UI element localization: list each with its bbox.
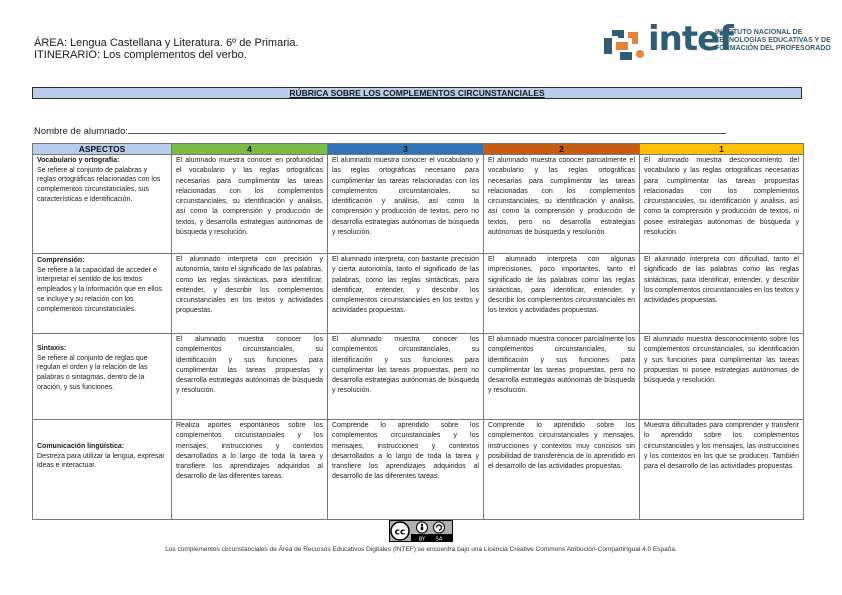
logo-subtitle-line: INSTITUTO NACIONAL DE [715,29,803,36]
cc-main-text: cc [394,527,406,538]
level-3-cell: El alumnado muestra conocer el vocabulario y las reglas ortográficas necesario para cumplimentar las tareas relacionadas con los complementos circunstanciales, su identificación y análisis, así como la comprensión y producción de textos, pero no desarrolla estrategias autónomas de búsqueda y resolución. [328,155,484,254]
level-1-cell: El alumnado interpreta con dificultad, tanto el significado de las palabras como las reglas sintácticas, para identificar, entender, y describir los complementos circunstanciales en los textos y actividades propuestas. [640,254,804,334]
aspect-description: Destreza para utilizar la lengua, expresar ideas e interactuar. [37,452,165,470]
level-1-cell: El alumnado muestra desconocimiento del vocabulario y las reglas ortográficas necesarias para cumplimentar las tareas propuestas relacionadas con los complementos circunstanciales, su identificación y análisis, así como la comprensión y producción de textos, ni posee estrategias autónomas de búsqueda y resolución. [640,155,804,254]
creative-commons-badge[interactable] [389,520,453,542]
logo-wordmark: intef [648,19,733,59]
cc-sa-text: SA [435,536,443,542]
rubric-table [32,143,804,520]
student-name-label: Nombre de alumnado: [34,126,128,137]
logo-subtitle-line: TECNOLOGÍAS EDUCATIVAS Y DE [715,37,831,45]
level-4-cell: El alumnado muestra conocer los complementos circunstanciales, su identificación y sus funciones para cumplimentar las tareas propuestas y desarrolla estrategias autónomas de búsqueda y resolución. [172,334,328,420]
table-row [33,334,804,420]
intef-logo-mark-icon [598,24,646,64]
area-line: ÁREA: Lengua Castellana y Literatura. 6º de Primaria. [34,37,299,49]
aspect-description: Se refiere al conjunto de reglas que regulan el orden y la relación de las palabras o sintagmas, dentro de la oración, y sus funciones. [37,354,148,391]
cc-by-sa-icon [389,520,453,542]
aspect-title: Comprensión: [37,257,85,264]
level-2-cell: El alumnado muestra conocer parcialmente los complementos circunstanciales, su identificación y sus funciones para cumplimentar las tareas propuestas, pero no desarrolla estrategias autónomas de búsqueda y resolución. [484,334,640,420]
logo-subtitle-line: FORMACIÓN DEL PROFESORADO [715,45,831,53]
header-level-3: 3 [328,144,484,155]
itinerary-line: ITINERARIO: Los complementos del verbo. [34,49,247,61]
level-3-cell: Comprende lo aprendido sobre los complementos circunstanciales y los mensajes, instrucciones y contextos desarrollados a lo largo de toda la tarea y transfiere los aprendizajes adquiridos al desarrollo de las diferentes tareas. [328,420,484,520]
aspect-cell [33,155,172,254]
intef-logo [598,19,838,66]
level-2-cell: El alumnado interpreta con algunas imprecisiones, poco importantes, tanto el significado de las palabras como las reglas sintácticas, para identificar, entender, y describir los complementos circunstanciales en los textos y actividades propuestas. [484,254,640,334]
header-level-2: 2 [484,144,640,155]
student-name-blank[interactable] [128,124,726,134]
table-header-row [33,144,804,155]
level-1-cell: Muestra dificultades para comprender y transferir lo aprendido sobre los complementos circunstanciales y los mensajes, las instrucciones y los contextos en los que se producen. También para el desarrollo de las actividades propuestas. [640,420,804,520]
level-2-cell: Comprende lo aprendido sobre los complementos circunstanciales y mensajes, instrucciones y contextos muy concisos sin posibilidad de transferencia de lo aprendido en el desarrollo de las actividades propuestas. [484,420,640,520]
table-row [33,420,804,520]
level-1-cell: El alumnado muestra desconocimiento sobre los complementos circunstanciales, su identificación y sus funciones para cumplimentar las tareas propuestas ni posee estrategias autónomas de búsqueda y resolución. [640,334,804,420]
level-2-cell: El alumnado muestra conocer parcialmente el vocabulario y las reglas ortográficas necesarias para cumplimentar las tareas relacionadas con los complementos circunstanciales, su identificación y análisis, así como la comprensión y producción de textos, pero no desarrolla estrategias autónomas de búsqueda y resolución. [484,155,640,254]
level-3-cell: El alumnado interpreta, con bastante precisión y cierta autonomía, tanto el significado de las palabras, como las reglas sintácticas, para identificar, entender, y describir los complementos circunstanciales en los textos y actividades propuestas. [328,254,484,334]
aspect-cell [33,334,172,420]
license-text: Los complementos circunstanciales de Área de Recursos Educativos Digitales (INTEF) se encuentra bajo una Licencia Creative Commons Atribución-CompartirIgual 4.0 España. [165,546,677,553]
cc-by-text: BY [418,536,426,542]
level-4-cell: Realiza aportes espontáneos sobre los complementos circunstanciales y los mensajes, instrucciones y contextos desarrollados a lo largo de toda la tarea y transfiere los aprendizajes adquiridos al desarrollo de las diferentes tareas. [172,420,328,520]
level-4-cell: El alumnado muestra conocer en profundidad el vocabulario y las reglas ortográficas necesarias para cumplimentar las tareas relacionadas con los complementos circunstanciales, su identificación y análisis, así como la comprensión y producción de textos, y desarrolla estrategias autónomas de búsqueda y resolución. [172,155,328,254]
header-aspects: ASPECTOS [33,144,172,155]
table-row [33,254,804,334]
level-3-cell: El alumnado muestra conocer los complementos circunstanciales, su identificación y sus funciones para cumplimentar las tareas propuestas, pero no desarrolla estrategias autónomas de búsqueda y resolución. [328,334,484,420]
header-level-1: 1 [640,144,804,155]
table-row [33,155,804,254]
aspect-cell [33,420,172,520]
student-name-field[interactable] [34,124,726,137]
aspect-title: Comunicación lingüística: [37,443,125,450]
aspect-cell [33,254,172,334]
aspect-description: Se refiere al conjunto de palabras y reglas ortográficas relacionadas con los complementos circunstanciales, sus características e identificación. [37,166,161,203]
aspect-description: Se refiere a la capacidad de acceder e interpretar el sentido de los textos empleados y la información que en ellos se incluye y su relación con los complementos circunstanciales. [37,266,162,313]
header-level-4: 4 [172,144,328,155]
aspect-title: Vocabulario y ortografía: [37,157,120,164]
rubric-title: RÚBRICA SOBRE LOS COMPLEMENTOS CIRCUNSTANCIALES [32,87,802,99]
level-4-cell: El alumnado interpreta con precisión y autonomía, tanto el significado de las palabras, como las reglas sintácticas, para identificar, entender, y describir los complementos circunstanciales en los textos y actividades propuestas. [172,254,328,334]
logo-subtitle [715,29,831,54]
aspect-title: Sintaxis: [37,345,67,352]
document-header [34,37,299,61]
